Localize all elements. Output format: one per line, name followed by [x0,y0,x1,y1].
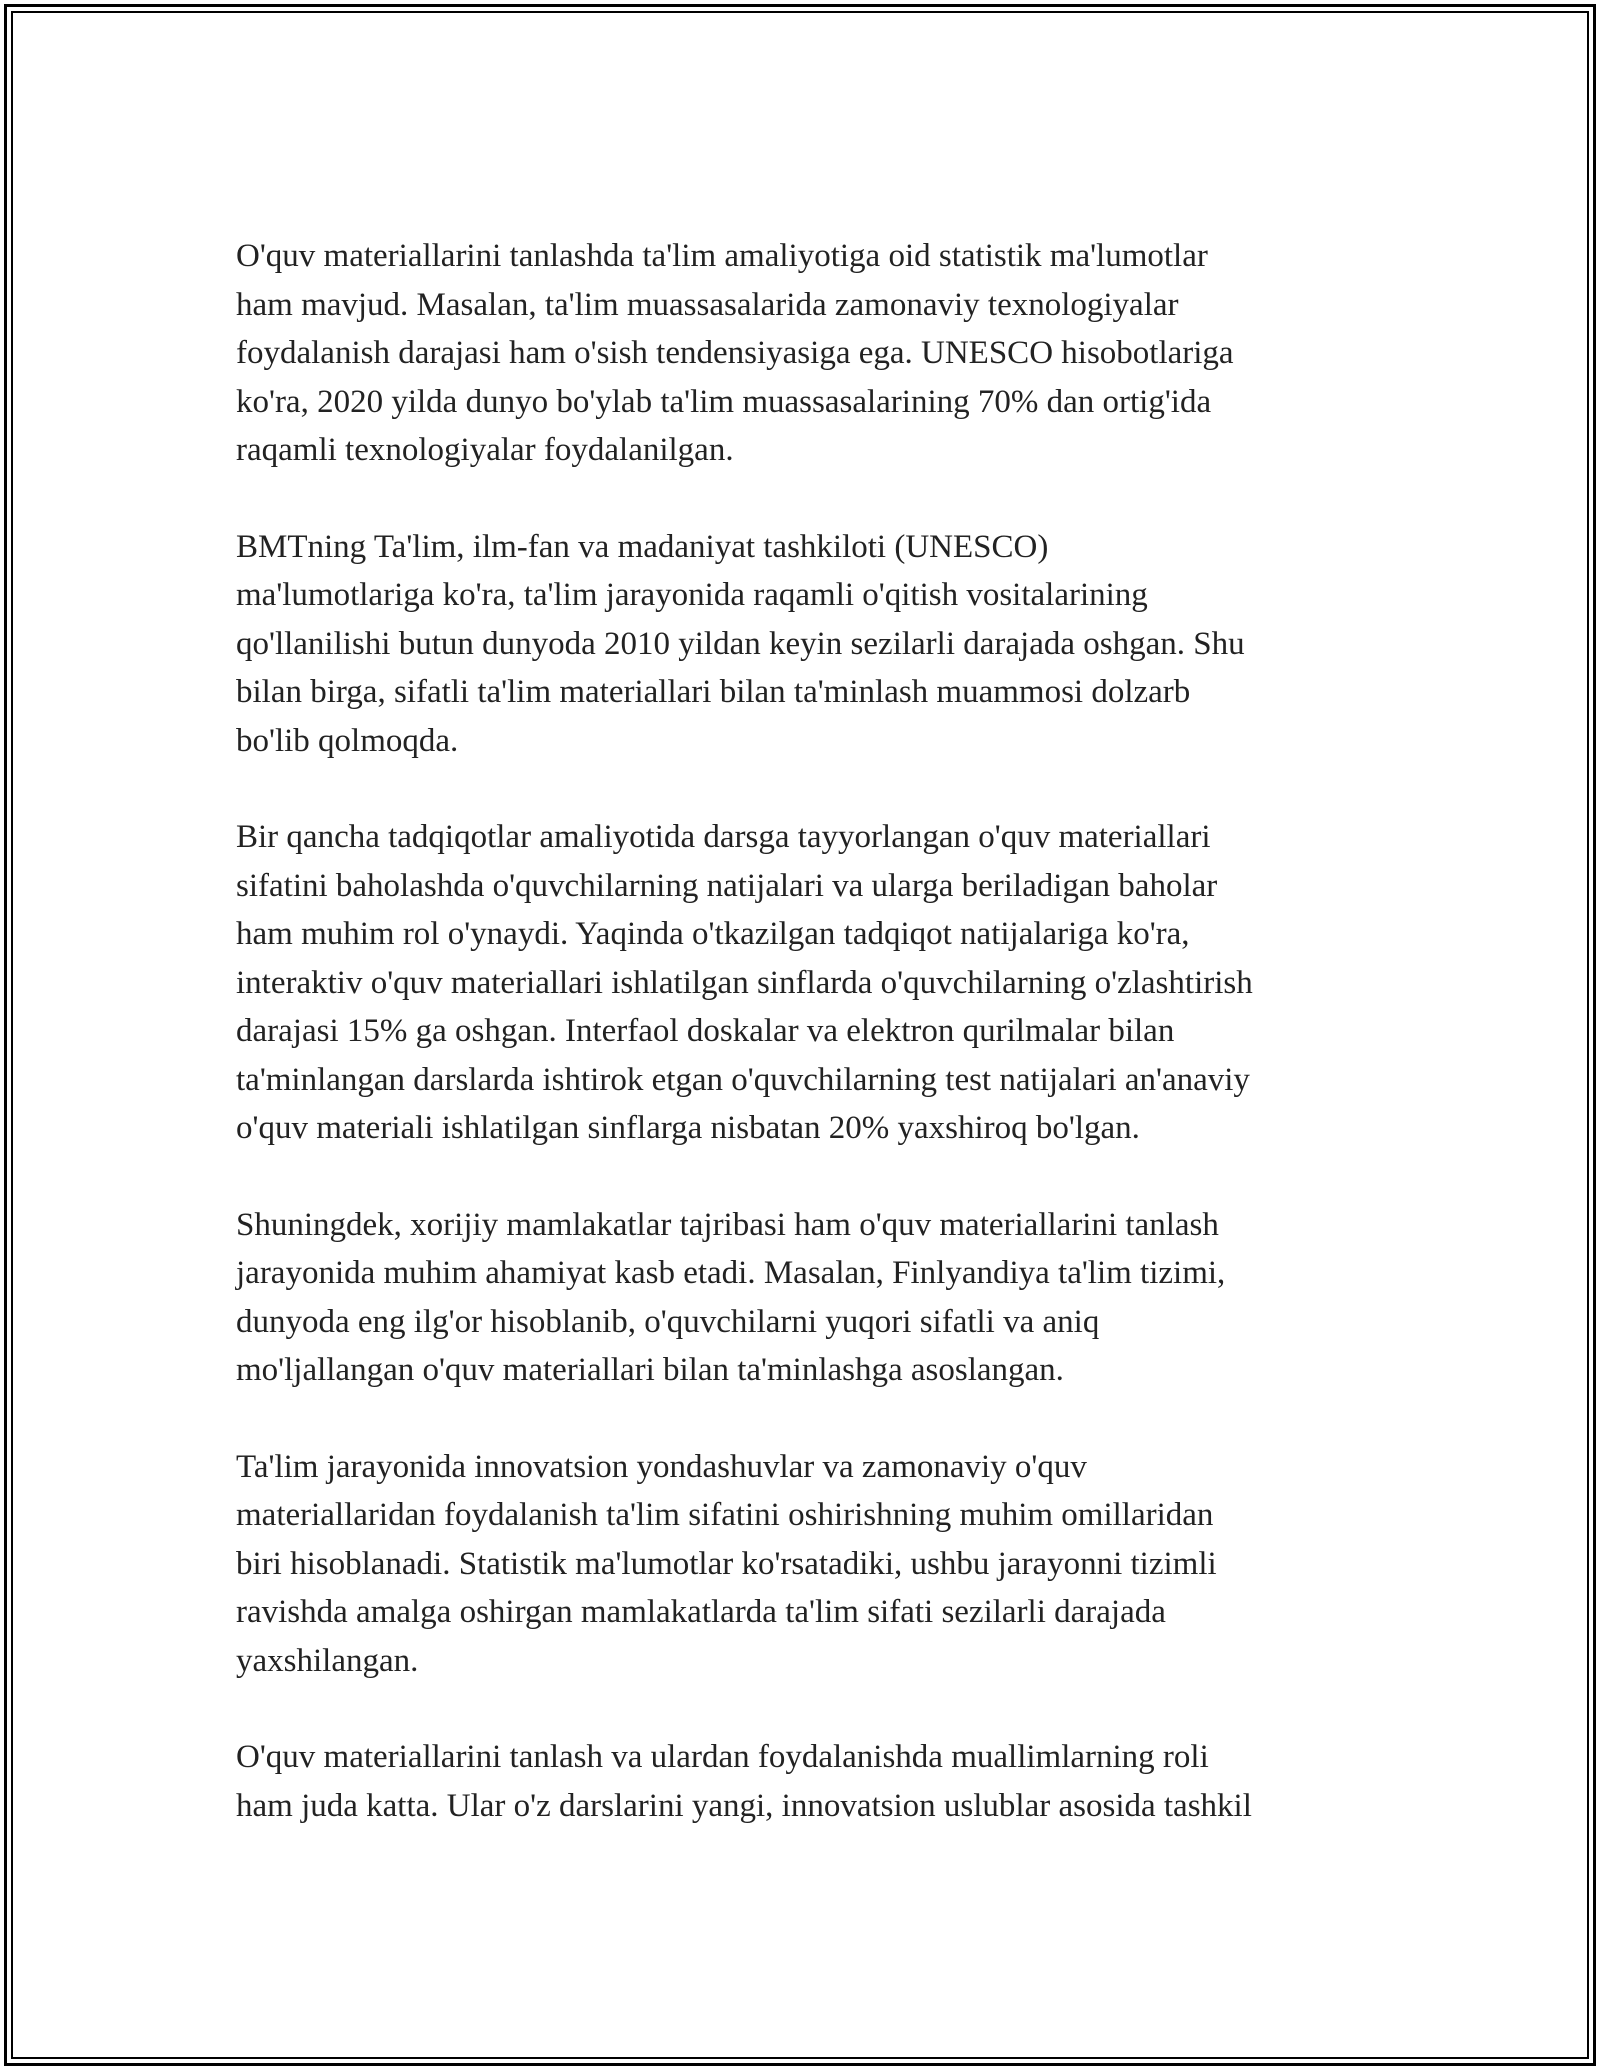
document-body [236,232,1384,1878]
paragraph-4: Shuningdek, xorijiy mamlakatlar tajribasi ham o'quv materiallarini tanlash jarayonida muhim ahamiyat kasb etadi. Masalan, Finlyandiya ta'lim tizimi, dunyoda eng ilg'or hisoblanib, o'quvchilarni yuqori sifatli va aniq mo'ljallangan o'quv materiallari bilan ta'minlashga asoslangan. [236,1206,1226,1388]
paragraph-2: BMTning Ta'lim, ilm-fan va madaniyat tashkiloti (UNESCO) ma'lumotlariga ko'ra, ta'lim jarayonida raqamli o'qitish vositalarining qo'llanilishi butun dunyoda 2010 yildan keyin sezilarli darajada oshgan. Shu bilan birga, sifatli ta'lim materiallari bilan ta'minlash muammosi dolzarb bo'lib qolmoqda. [236,528,1245,759]
paragraph-6: O'quv materiallarini tanlash va ulardan foydalanishda muallimlarning roli ham juda katta. Ular o'z darslarini yangi, innovatsion uslublar asosida tashkil [236,1739,1252,1824]
paragraph-5: Ta'lim jarayonida innovatsion yondashuvlar va zamonaviy o'quv materiallaridan foydalanish ta'lim sifatini oshirishning muhim omillaridan biri hisoblanadi. Statistik ma'lumotlar ko'rsatadiki, ushbu jarayonni tizimli ravishda amalga oshirgan mamlakatlarda ta'lim sifati sezilarli darajada yaxshilangan. [236,1448,1217,1679]
paragraph-3: Bir qancha tadqiqotlar amaliyotida darsga tayyorlangan o'quv materiallari sifatini baholashda o'quvchilarning natijalari va ularga beriladigan baholar ham muhim rol o'ynaydi. Yaqinda o'tkazilgan tadqiqot natijalariga ko'ra, interaktiv o'quv materiallari ishlatilgan sinflarda o'quvchilarning o'zlashtirish darajasi 15% ga oshgan. Interfaol doskalar va elektron qurilmalar bilan ta'minlangan darslarda ishtirok etgan o'quvchilarning test natijalari an'anaviy o'quv materiali ishlatilgan sinflarga nisbatan 20% yaxshiroq bo'lgan. [236,819,1253,1146]
paragraph-1: O'quv materiallarini tanlashda ta'lim amaliyotiga oid statistik ma'lumotlar ham mavjud. Masalan, ta'lim muassasalarida zamonaviy texnologiyalar foydalanish darajasi ham o'sish tendensiyasiga ega. UNESCO hisobotlariga ko'ra, 2020 yilda dunyo bo'ylab ta'lim muassasalarining 70% dan ortig'ida raqamli texnologiyalar foydalanilgan. [236,238,1234,468]
